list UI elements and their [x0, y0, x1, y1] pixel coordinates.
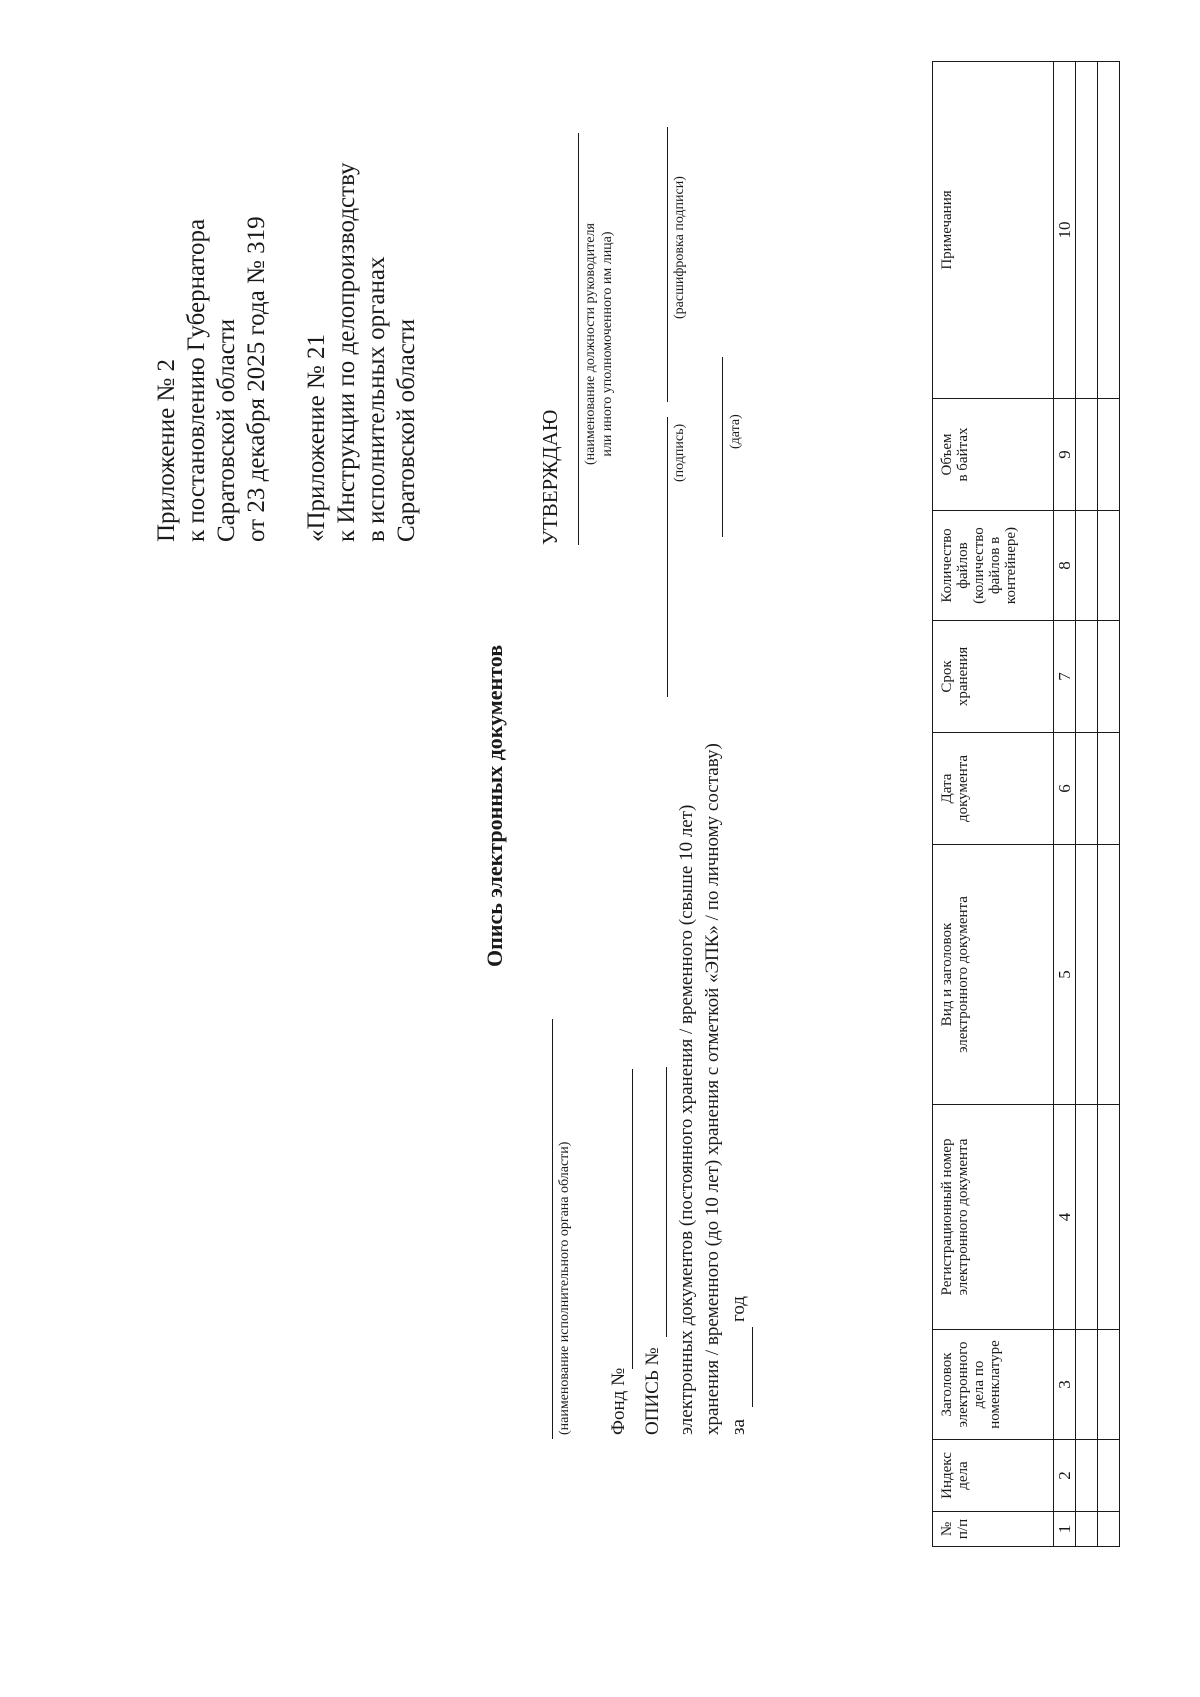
appendix-line: в исполнительных органах — [363, 256, 390, 542]
column-header — [933, 511, 1054, 621]
table-cell — [1098, 1512, 1120, 1547]
inventory-table — [932, 61, 1120, 1547]
column-header-line: Регистрационный номер — [939, 1138, 955, 1296]
column-header — [933, 1512, 1054, 1547]
document-title: Опись электронных документов — [482, 644, 507, 967]
column-header — [933, 62, 1054, 399]
approval-heading: УТВЕРЖДАЮ — [538, 409, 562, 545]
table-cell — [1076, 845, 1098, 1105]
table-cell — [1098, 511, 1120, 621]
column-header-line: Примечания — [939, 190, 955, 270]
position-line — [578, 133, 579, 545]
period-suffix: год — [728, 1296, 749, 1322]
table-cell — [1076, 1440, 1098, 1512]
column-header-line: Срок — [939, 660, 955, 693]
organ-name-line — [552, 1019, 553, 1439]
column-number: 7 — [1054, 621, 1076, 733]
column-header-line: файлов в — [987, 536, 1003, 595]
column-header-line: в байтах — [955, 427, 971, 482]
signature-line — [667, 417, 668, 697]
column-number: 6 — [1054, 733, 1076, 845]
table-cell — [1098, 845, 1120, 1105]
table-cell — [1076, 1330, 1098, 1440]
table-cell — [1076, 511, 1098, 621]
caption-line: (наименование должности руководителя — [583, 223, 598, 465]
column-header — [933, 1440, 1054, 1512]
column-number: 5 — [1054, 845, 1076, 1105]
column-number: 10 — [1054, 62, 1076, 399]
caption-line: или иного уполномоченного им лица) — [600, 231, 615, 457]
inventory-number-line — [666, 1067, 667, 1337]
column-header-line: дела по — [971, 1360, 987, 1409]
column-header-line: дела — [955, 1461, 971, 1490]
table-cell — [1098, 733, 1120, 845]
column-header-line: Дата — [939, 773, 955, 804]
table-cell — [1098, 399, 1120, 511]
fund-label: Фонд № — [608, 1367, 629, 1435]
appendix-line: Приложение № 2 — [153, 358, 180, 542]
column-header-line: Вид и заголовок — [939, 922, 955, 1027]
column-header-line: Заголовок — [939, 1352, 955, 1417]
date-line — [722, 357, 723, 537]
description-line: электронных документов (постоянного хранения / временного (свыше 10 лет) — [676, 804, 697, 1435]
organ-caption: (наименование исполнительного органа области) — [557, 1141, 572, 1435]
decryption-caption: (расшифровка подписи) — [672, 176, 687, 319]
column-header — [933, 733, 1054, 845]
inventory-label: ОПИСЬ № — [642, 1347, 663, 1435]
column-header-line: Объем — [939, 433, 955, 476]
table-cell — [1076, 733, 1098, 845]
column-header-line: электронного — [955, 1341, 971, 1428]
column-header-line: электронного документа — [955, 896, 971, 1053]
appendix-line: Саратовской области — [393, 318, 420, 542]
column-number-row — [1054, 62, 1076, 1547]
column-header — [933, 1105, 1054, 1330]
column-header-line: номенклатуре — [987, 1340, 1003, 1429]
appendix-line: «Приложение № 21 — [303, 333, 330, 542]
column-header — [933, 399, 1054, 511]
column-header — [933, 621, 1054, 733]
column-number: 9 — [1054, 399, 1076, 511]
date-caption: (дата) — [728, 414, 743, 449]
column-header-line: файлов — [955, 542, 971, 589]
period-prefix: за — [728, 1419, 749, 1435]
column-number: 4 — [1054, 1105, 1076, 1330]
appendix-line: к постановлению Губернатора — [183, 218, 210, 542]
table-cell — [1098, 621, 1120, 733]
period-year-line — [752, 1327, 753, 1407]
column-header-line: хранения — [955, 646, 971, 707]
table-cell — [1076, 621, 1098, 733]
table-cell — [1098, 1105, 1120, 1330]
column-header-line: контейнере) — [1003, 526, 1019, 605]
appendix-line: Саратовской области — [213, 318, 240, 542]
table-cell — [1076, 1105, 1098, 1330]
column-header-line: электронного документа — [955, 1138, 971, 1296]
table-cell — [1098, 1330, 1120, 1440]
table-row — [1098, 62, 1120, 1547]
table-row — [1076, 62, 1098, 1547]
table-cell — [1098, 1440, 1120, 1512]
column-number: 8 — [1054, 511, 1076, 621]
signature-caption: (подпись) — [672, 423, 687, 482]
instruction-appendix-block — [302, 162, 422, 542]
column-header-line: № — [939, 1521, 955, 1537]
table-cell — [1076, 399, 1098, 511]
decryption-line — [667, 127, 668, 402]
table-cell — [1076, 1512, 1098, 1547]
appendix-line: к Инструкции по делопроизводству — [333, 162, 360, 542]
column-header-line: документа — [955, 754, 971, 823]
table-cell — [1098, 62, 1120, 399]
column-number: 1 — [1054, 1512, 1076, 1547]
fund-number-line — [632, 1069, 633, 1369]
column-header — [933, 1330, 1054, 1440]
column-header — [933, 845, 1054, 1105]
appendix-block — [152, 216, 272, 542]
description-line: хранения / временного (до 10 лет) хранения с отметкой «ЭПК» / по личному составу) — [702, 743, 723, 1435]
column-number: 3 — [1054, 1330, 1076, 1440]
column-number: 2 — [1054, 1440, 1076, 1512]
column-header-line: (количество — [971, 527, 987, 604]
column-header-line: Индекс — [939, 1452, 955, 1499]
table-cell — [1076, 62, 1098, 399]
column-header-line: п/п — [955, 1518, 971, 1540]
column-header-line: Количество — [939, 528, 955, 603]
appendix-line: от 23 декабря 2025 года № 319 — [243, 216, 270, 542]
position-caption — [582, 223, 616, 465]
table-header-row — [933, 62, 1054, 1547]
